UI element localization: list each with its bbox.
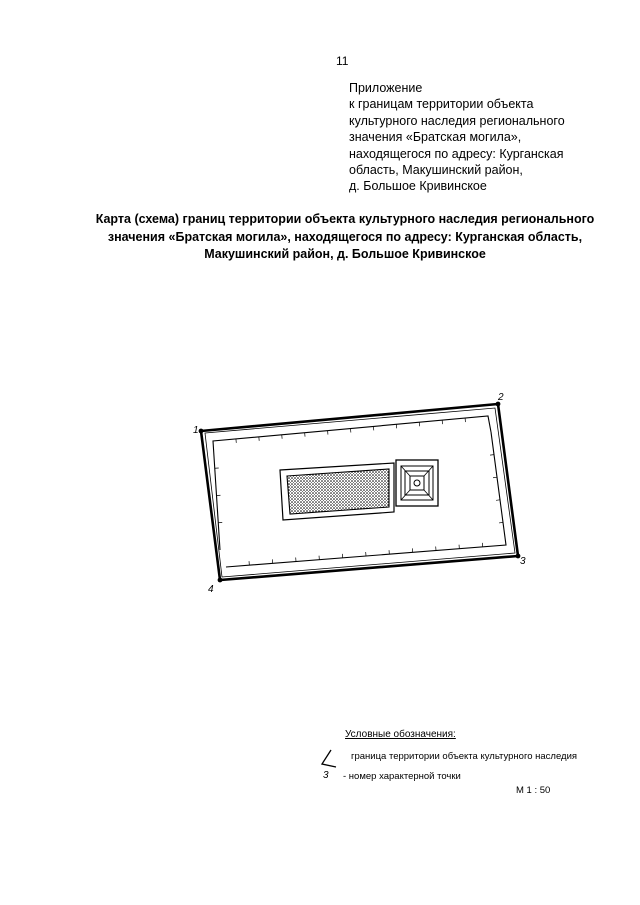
appendix-line: область, Макушинский район, <box>349 163 523 178</box>
burial-plot <box>280 463 394 520</box>
title-line: значения «Братская могила», находящегося по адресу: Курганская область, <box>107 229 583 244</box>
point-3 <box>516 554 526 567</box>
fence-tick <box>499 522 503 523</box>
point-4 <box>208 578 222 595</box>
point-label: 3 <box>520 556 526 567</box>
appendix-line: д. Большое Кривинское <box>349 179 487 194</box>
point-label: 2 <box>498 392 504 403</box>
map-scale: М 1 : 50 <box>516 785 551 796</box>
title-line: Карта (схема) границ территории объекта культурного наследия регионального <box>95 212 595 226</box>
fence-tick <box>490 455 494 456</box>
fence-tick <box>493 477 497 478</box>
legend-boundary-text: граница территории объекта культурного наследия <box>351 751 578 762</box>
page-number: 11 <box>336 54 349 68</box>
appendix-line: культурного наследия регионального <box>349 113 565 128</box>
fence-tick <box>496 500 500 501</box>
point-2 <box>496 392 504 406</box>
legend-point-text: - номер характерной точки <box>343 771 461 782</box>
title-line: Макушинский район, д. Большое Кривинское <box>204 247 486 261</box>
legend-title: Условные обозначения: <box>345 729 456 740</box>
legend-boundary-sample <box>322 750 336 767</box>
appendix-line: Приложение <box>349 81 423 95</box>
monument <box>396 460 438 506</box>
appendix-line: к границам территории объекта <box>349 97 534 112</box>
point-label: 1 <box>193 425 199 436</box>
legend-point-sample: 3 <box>323 770 329 781</box>
appendix-line: значения «Братская могила», <box>349 130 522 145</box>
point-label: 4 <box>208 584 214 595</box>
appendix-line: находящегося по адресу: Курганская <box>349 146 564 161</box>
